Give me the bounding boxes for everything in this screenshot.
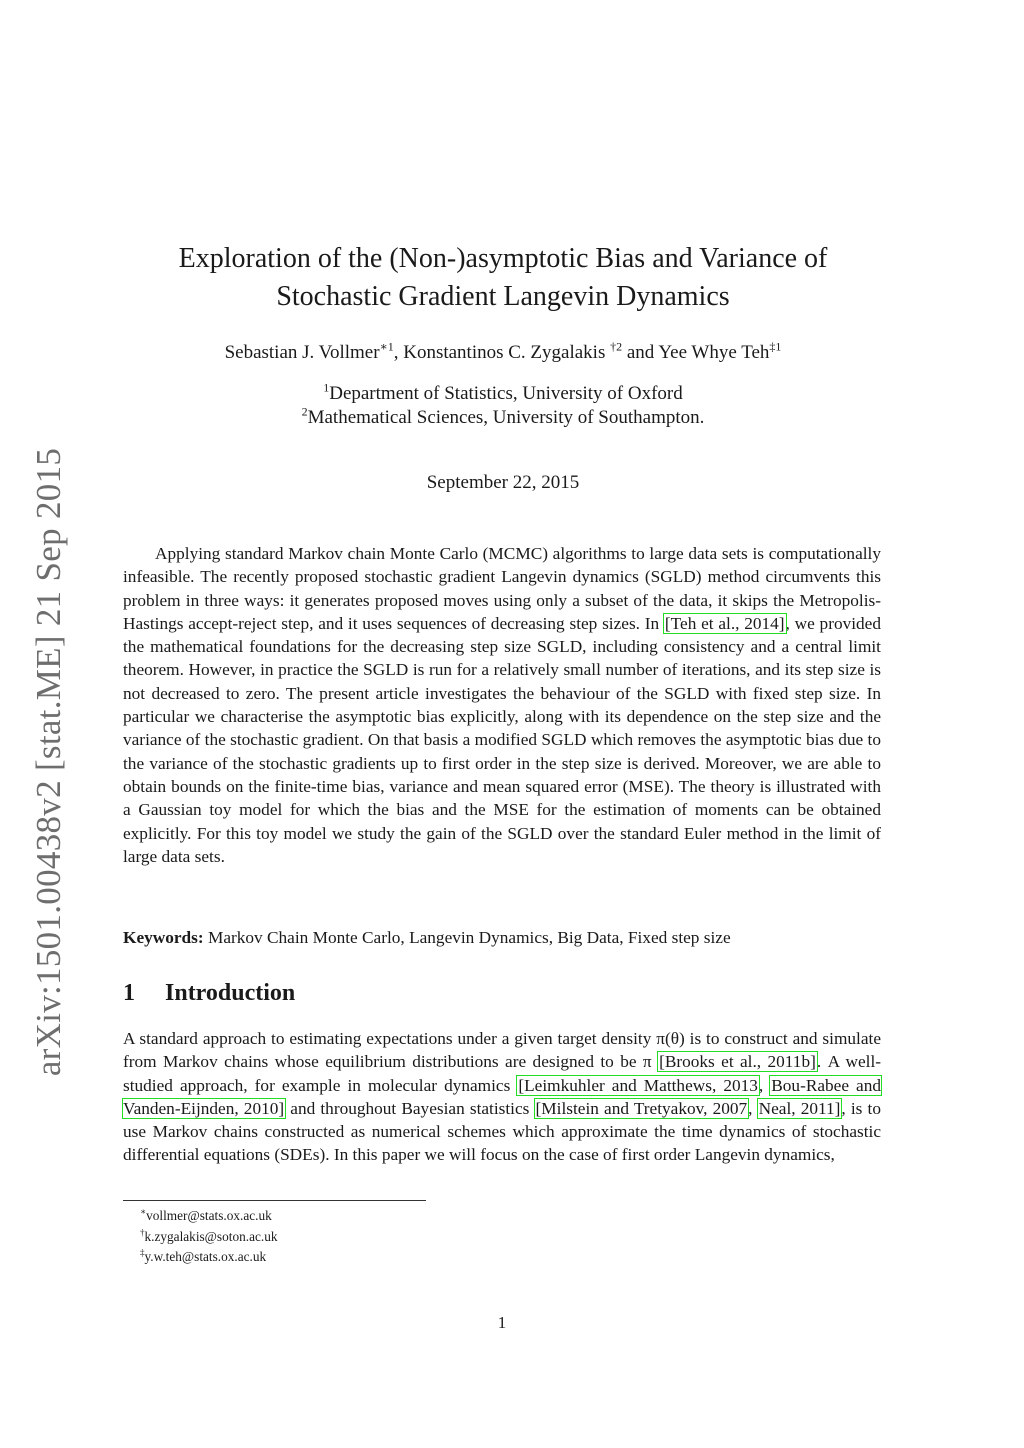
title-line-2: Stochastic Gradient Langevin Dynamics xyxy=(276,281,730,312)
title-line-1: Exploration of the (Non-)asymptotic Bias and Variance of xyxy=(178,243,828,274)
author-vollmer: Sebastian J. Vollmer xyxy=(224,342,380,363)
footnote-teh-email: y.w.teh@stats.ox.ac.uk xyxy=(144,1249,267,1264)
author-teh: Yee Whye Teh xyxy=(658,342,770,363)
author-separator-1: , xyxy=(393,342,404,363)
intro-text-4: and throughout Bayesian statistics xyxy=(285,1098,535,1118)
footnote-zygalakis-email: k.zygalakis@soton.ac.uk xyxy=(144,1228,278,1244)
citation-neal-2011[interactable]: Neal, 2011] xyxy=(758,1098,841,1118)
affiliation-oxford xyxy=(123,382,883,406)
author-separator-2: and xyxy=(622,342,659,363)
affiliations xyxy=(123,382,883,430)
paper-title xyxy=(123,240,883,316)
footnotes xyxy=(140,1206,278,1268)
footnote-vollmer xyxy=(140,1206,278,1227)
affiliation-oxford-text: Department of Statistics, University of Oxford xyxy=(329,383,683,404)
author-teh-mark: ‡1 xyxy=(769,339,782,354)
affiliation-southampton xyxy=(123,406,883,430)
section-title-text: Introduction xyxy=(165,980,296,1006)
intro-text-3: , xyxy=(758,1075,771,1095)
page-number: 1 xyxy=(497,1313,507,1332)
citation-brooks-2011b[interactable]: [Brooks et al., 2011b] xyxy=(659,1052,816,1072)
keywords-text: Markov Chain Monte Carlo, Langevin Dynamics, Big Data, Fixed step size xyxy=(203,928,731,947)
section-number: 1 xyxy=(123,980,135,1006)
author-vollmer-mark: ∗1 xyxy=(379,339,394,354)
keywords xyxy=(123,926,881,950)
abstract-text-1: Applying standard Markov chain Monte Carlo (MCMC) algorithms to large data sets is computationally infeasible. The recently proposed stochastic gradient Langevin dynamics (SGLD) method circumvents this problem in three ways: it generates proposed moves using only a subset of the data, it skips the Metropolis-Hastings accept-reject step, and it uses sequences of decreasing step sizes. In xyxy=(123,544,881,633)
citation-bou-rabee-2010[interactable]: Bou-Rabee and Vanden-Eijnden, 2010] xyxy=(123,1075,882,1118)
author-zygalakis-mark: †2 xyxy=(610,339,623,354)
citation-teh-2014[interactable]: [Teh et al., 2014] xyxy=(664,613,785,633)
footnote-divider xyxy=(123,1200,426,1201)
intro-text-2: . A well-studied approach, for example in molecular dynamics xyxy=(123,1052,882,1095)
abstract xyxy=(123,542,881,868)
publication-date: September 22, 2015 xyxy=(426,472,580,493)
author-list xyxy=(123,340,883,366)
intro-text-1: A standard approach to estimating expectations under a given target density π(θ) is to construct and simulate from Markov chains whose equilibrium distributions are designed to be π xyxy=(123,1029,881,1072)
abstract-text-2: , we provided the mathematical foundations for the decreasing step size SGLD, including consistency and a central limit theorem. However, in practice the SGLD is run for a relatively small number of iterations, and its step size is not decreased to zero. The present article investigates the behaviour of the SGLD with fixed step size. In particular we characterise the asymptotic bias explicitly, along with its dependence on the step size and the variance of the stochastic gradient. On that basis a modified SGLD which removes the asymptotic bias due to the variance of the stochastic gradients up to first order in the step size is derived. Moreover, we are able to obtain bounds on the finite-time bias, variance and mean squared error (MSE). The theory is illustrated with a Gaussian toy model for which the bias and the MSE for the estimation of moments can be obtained explicitly. For this toy model we study the gain of the SGLD over the standard Euler method in the limit of large data sets. xyxy=(123,613,881,866)
introduction-paragraph xyxy=(123,1027,881,1167)
affiliation-southampton-text: Mathematical Sciences, University of Southampton. xyxy=(307,407,705,428)
citation-leimkuhler-2013[interactable]: [Leimkuhler and Matthews, 2013 xyxy=(518,1075,758,1095)
intro-text-5: , xyxy=(748,1098,758,1118)
intro-text-6: , is to use Markov chains constructed as numerical schemes which approximate the time dynamics of stochastic differential equations (SDEs). In this paper we will focus on the case of first order Langevin dynamics, xyxy=(123,1098,881,1165)
footnote-teh xyxy=(140,1247,278,1268)
section-heading-introduction xyxy=(123,977,295,1009)
footnote-zygalakis-mark: † xyxy=(140,1227,145,1238)
keywords-label: Keywords: xyxy=(123,928,204,947)
arxiv-identifier-stamp xyxy=(24,442,74,1082)
affiliation-southampton-mark: 2 xyxy=(301,404,308,419)
arxiv-identifier-text: arXiv:1501.00438v2 [stat.ME] 21 Sep 2015 xyxy=(29,447,68,1077)
citation-milstein-2007[interactable]: [Milstein and Tretyakov, 2007 xyxy=(535,1098,748,1118)
author-zygalakis: Konstantinos C. Zygalakis xyxy=(403,342,611,363)
footnote-zygalakis xyxy=(140,1227,278,1248)
footnote-vollmer-mark: ∗ xyxy=(140,1206,147,1217)
footnote-teh-mark: ‡ xyxy=(140,1247,145,1258)
footnote-vollmer-email: vollmer@stats.ox.ac.uk xyxy=(146,1208,272,1223)
affiliation-oxford-mark: 1 xyxy=(323,380,330,395)
